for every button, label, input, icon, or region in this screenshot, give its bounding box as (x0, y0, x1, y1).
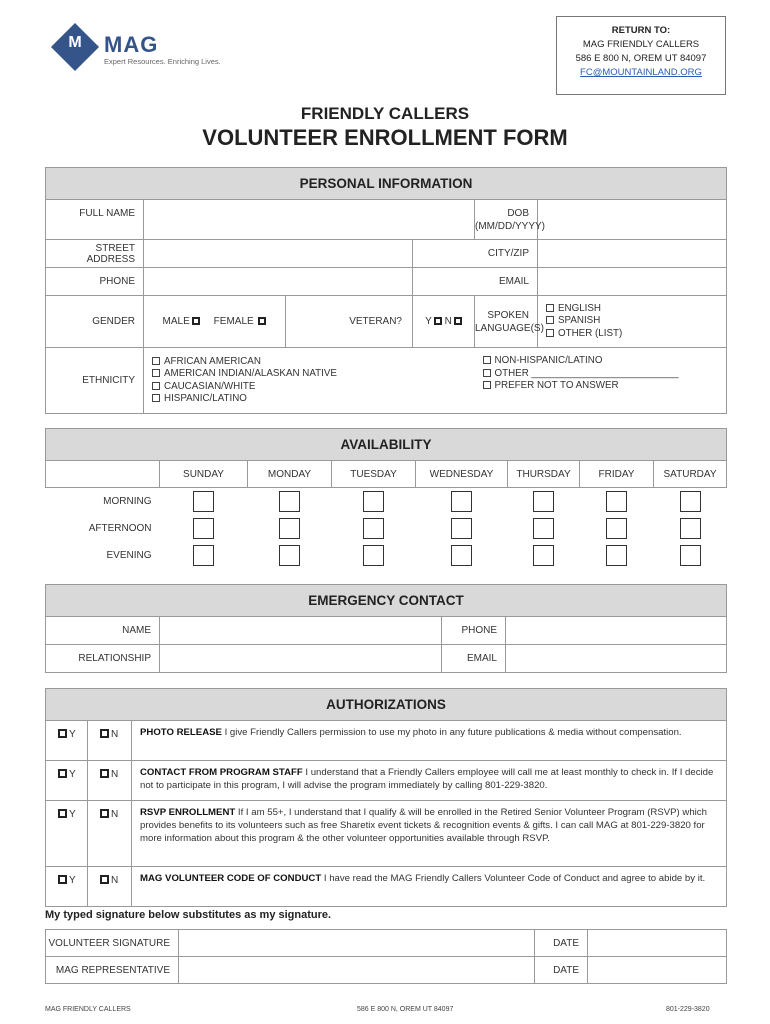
auth-y-checkbox[interactable] (58, 769, 67, 778)
footer-right: 801-229-3820 (666, 1006, 710, 1013)
availability-checkbox[interactable] (193, 491, 214, 512)
return-to-line2: 586 E 800 N, OREM UT 84097 (575, 53, 707, 64)
auth-y-checkbox[interactable] (58, 729, 67, 738)
auth-n-option[interactable]: N (88, 761, 132, 801)
city-zip-label: CITY/ZIP (413, 240, 538, 268)
return-to-line1: MAG FRIENDLY CALLERS (582, 39, 700, 50)
checkbox-icon[interactable] (483, 381, 491, 389)
emergency-contact-header: EMERGENCY CONTACT (46, 585, 727, 617)
ethnicity-option[interactable]: AFRICAN AMERICAN (152, 356, 475, 369)
day-header: THURSDAY (508, 461, 580, 488)
availability-checkbox[interactable] (533, 545, 554, 566)
dob-format-text: (MM/DD/YYYY) (475, 220, 545, 232)
logo-tagline: Expert Resources. Enriching Lives. (104, 57, 221, 66)
street-address-label: STREET ADDRESS (46, 240, 144, 268)
availability-checkbox[interactable] (606, 518, 627, 539)
veteran-label (286, 296, 413, 348)
ethnicity-option[interactable]: OTHER ___________________________ (483, 368, 727, 381)
checkbox-icon[interactable] (483, 356, 491, 364)
ethnicity-options-left (144, 348, 475, 414)
veteran-n-label: N (444, 316, 452, 327)
ec-email-field[interactable] (506, 645, 727, 673)
form-subtitle: FRIENDLY CALLERS (300, 104, 470, 123)
spoken-text: SPOKEN (487, 309, 529, 321)
availability-checkbox[interactable] (363, 518, 384, 539)
dob-field[interactable] (538, 200, 727, 240)
ec-relationship-label: RELATIONSHIP (46, 645, 160, 673)
language-option[interactable]: ENGLISH (546, 303, 726, 316)
language-options (538, 296, 727, 348)
language-option[interactable]: OTHER (LIST) (546, 328, 726, 341)
time-label: AFTERNOON (88, 522, 152, 534)
day-header: TUESDAY (332, 461, 416, 488)
volunteer-date-field[interactable] (588, 930, 727, 957)
availability-checkbox[interactable] (363, 491, 384, 512)
ethnicity-options-right (475, 348, 727, 414)
veteran-options (413, 296, 475, 348)
ethnicity-option[interactable]: CAUCASIAN/WHITE (152, 381, 475, 394)
availability-checkbox[interactable] (193, 518, 214, 539)
volunteer-signature-label: VOLUNTEER SIGNATURE (46, 930, 179, 957)
veteran-n-checkbox[interactable] (454, 317, 462, 325)
language-option[interactable]: SPANISH (546, 315, 726, 328)
availability-checkbox[interactable] (533, 518, 554, 539)
male-checkbox[interactable] (192, 317, 200, 325)
ec-phone-label: PHONE (442, 617, 506, 645)
availability-checkbox[interactable] (533, 491, 554, 512)
return-to-email-link[interactable]: FC@MOUNTAINLAND.ORG (580, 67, 702, 78)
auth-code-of-conduct: MAG VOLUNTEER CODE OF CONDUCT I have read the MAG Friendly Callers Volunteer Code of Conduct and agree to abide by it. (132, 867, 727, 907)
auth-n-checkbox[interactable] (100, 809, 109, 818)
dob-label-text: DOB (507, 207, 529, 219)
ethnicity-option[interactable]: AMERICAN INDIAN/ALASKAN NATIVE (152, 368, 475, 381)
signature-note: My typed signature below substitutes as my signature. (45, 909, 332, 921)
auth-y-checkbox[interactable] (58, 809, 67, 818)
availability-checkbox[interactable] (606, 491, 627, 512)
availability-checkbox[interactable] (451, 545, 472, 566)
volunteer-signature-field[interactable] (179, 930, 535, 957)
footer-center: 586 E 800 N, OREM UT 84097 (357, 1006, 454, 1013)
checkbox-icon[interactable] (152, 394, 160, 402)
availability-checkbox[interactable] (279, 491, 300, 512)
male-label: MALE (162, 316, 190, 327)
availability-header: AVAILABILITY (46, 429, 727, 461)
checkbox-icon[interactable] (152, 382, 160, 390)
form-title: VOLUNTEER ENROLLMENT FORM (202, 125, 568, 150)
checkbox-icon[interactable] (546, 329, 554, 337)
availability-checkbox[interactable] (193, 545, 214, 566)
checkbox-icon[interactable] (152, 357, 160, 365)
female-checkbox[interactable] (258, 317, 266, 325)
ethnicity-option[interactable]: HISPANIC/LATINO (152, 393, 475, 406)
veteran-label-text: VETERAN? (349, 316, 402, 327)
checkbox-icon[interactable] (546, 304, 554, 312)
day-header: FRIDAY (580, 461, 654, 488)
rep-date-label: DATE (535, 957, 588, 984)
availability-section (45, 428, 726, 569)
email-label: EMAIL (413, 268, 538, 296)
availability-checkbox[interactable] (606, 545, 627, 566)
availability-checkbox[interactable] (279, 518, 300, 539)
day-header: MONDAY (248, 461, 332, 488)
availability-corner (46, 461, 160, 488)
language-text: LANGUAGE(S) (475, 322, 544, 334)
ec-phone-field[interactable] (506, 617, 727, 645)
checkbox-icon[interactable] (152, 369, 160, 377)
availability-checkbox[interactable] (680, 545, 701, 566)
ethnicity-option[interactable]: NON-HISPANIC/LATINO (483, 355, 727, 368)
authorizations-header: AUTHORIZATIONS (46, 689, 727, 721)
auth-photo-release: PHOTO RELEASE I give Friendly Callers permission to use my photo in any future publications & media without compensation. (132, 721, 727, 761)
spoken-language-label (475, 296, 544, 348)
dob-label (475, 200, 545, 240)
veteran-y-checkbox[interactable] (434, 317, 442, 325)
availability-checkbox[interactable] (680, 518, 701, 539)
auth-y-option[interactable]: Y (46, 761, 88, 801)
volunteer-date-label: DATE (535, 930, 588, 957)
ec-relationship-field[interactable] (160, 645, 442, 673)
auth-y-option[interactable]: Y (46, 721, 88, 761)
mag-logo (52, 24, 252, 72)
checkbox-icon[interactable] (483, 369, 491, 377)
time-label: EVENING (106, 549, 152, 561)
availability-checkbox[interactable] (451, 518, 472, 539)
email-field[interactable] (538, 268, 727, 296)
availability-checkbox[interactable] (680, 491, 701, 512)
mag-representative-label: MAG REPRESENTATIVE (46, 957, 179, 984)
auth-n-option[interactable]: N (88, 721, 132, 761)
logo-mark: M (68, 34, 82, 51)
footer-left: MAG FRIENDLY CALLERS (45, 1006, 131, 1013)
gender-options (144, 296, 286, 348)
auth-n-option[interactable]: N (88, 867, 132, 907)
rep-date-field[interactable] (588, 957, 727, 984)
female-label: FEMALE (213, 316, 254, 327)
logo-name: MAG (104, 32, 159, 57)
checkbox-icon[interactable] (546, 316, 554, 324)
auth-y-option[interactable]: Y (46, 801, 88, 867)
authorizations-section (45, 688, 726, 907)
auth-rsvp-enrollment: RSVP ENROLLMENT If I am 55+, I understand that I qualify & will be enrolled in the Retired Senior Volunteer Program (RSVP) which provides benefits to its volunteers such as free Sharetix event tickets & recognition events & gifts. I can call MAG at 801-229-3820 for more information about this program & the other volunteer opportunities available through RSVP. (132, 801, 727, 867)
full-name-field[interactable] (144, 200, 475, 240)
veteran-y-label: Y (425, 316, 432, 327)
availability-checkbox[interactable] (451, 491, 472, 512)
return-to-box (556, 16, 726, 95)
day-header: SATURDAY (654, 461, 727, 488)
ec-email-label: EMAIL (442, 645, 506, 673)
day-header: WEDNESDAY (416, 461, 508, 488)
ethnicity-option[interactable]: PREFER NOT TO ANSWER (483, 380, 727, 393)
mag-representative-field[interactable] (179, 957, 535, 984)
signature-section (45, 929, 726, 984)
emergency-contact-section (45, 584, 726, 673)
auth-y-option[interactable]: Y (46, 867, 88, 907)
auth-n-checkbox[interactable] (100, 729, 109, 738)
gender-label: GENDER (46, 296, 144, 348)
auth-n-checkbox[interactable] (100, 875, 109, 884)
auth-n-checkbox[interactable] (100, 769, 109, 778)
auth-n-option[interactable]: N (88, 801, 132, 867)
availability-checkbox[interactable] (279, 545, 300, 566)
personal-information-section (45, 167, 726, 414)
city-zip-field[interactable] (538, 240, 727, 268)
phone-field[interactable] (144, 268, 413, 296)
ec-name-field[interactable] (160, 617, 442, 645)
ethnicity-label: ETHNICITY (46, 348, 144, 414)
full-name-label: FULL NAME (46, 200, 144, 240)
auth-contact-staff: CONTACT FROM PROGRAM STAFF I understand that a Friendly Callers employee will call me at least monthly to check in. If I decide not to participate in this program, I will advise the program immediately by calling 801-229-3820. (132, 761, 727, 801)
ec-name-label: NAME (46, 617, 160, 645)
auth-y-checkbox[interactable] (58, 875, 67, 884)
day-header: SUNDAY (160, 461, 248, 488)
phone-label: PHONE (46, 268, 144, 296)
time-label: MORNING (103, 495, 152, 507)
street-address-field[interactable] (144, 240, 413, 268)
personal-information-header: PERSONAL INFORMATION (46, 168, 727, 200)
availability-checkbox[interactable] (363, 545, 384, 566)
return-to-title: RETURN TO: (611, 25, 671, 36)
